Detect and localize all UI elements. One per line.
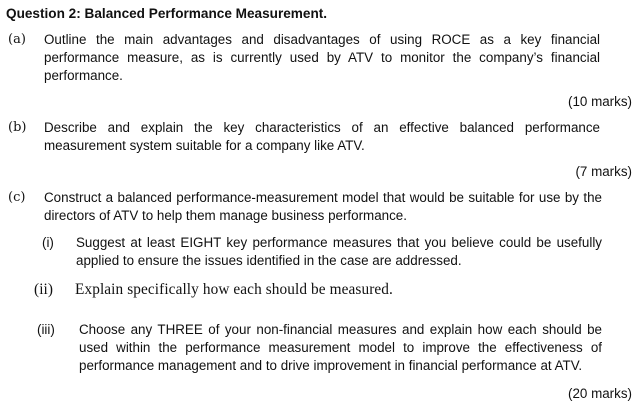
subpart-iii-label: (iii) bbox=[37, 322, 55, 337]
part-b-text: Describe and explain the key characteristics of an effective balanced performance measurement system suitable for a company like ATV. bbox=[44, 120, 600, 153]
subpart-ii-text: Explain specifically how each should be measured. bbox=[75, 281, 393, 298]
subpart-i-text: Suggest at least EIGHT key performance measures that you believe could be usefully applied to ensure the issues identified in the case are addressed. bbox=[76, 235, 602, 268]
part-b-label: (b) bbox=[8, 120, 27, 135]
part-c-text: Construct a balanced performance-measurement model that would be suitable for use by the directors of ATV to help them manage business performance. bbox=[44, 190, 602, 223]
part-c-label: (c) bbox=[8, 190, 26, 205]
subpart-i-label: (i) bbox=[42, 235, 54, 250]
subpart-ii-label: (ii) bbox=[34, 281, 54, 298]
part-a-text: Outline the main advantages and disadvantages of using ROCE as a key financial performance measure, as is currently used by ATV to monitor the company’s financial performance. bbox=[44, 32, 600, 83]
question-title: Question 2: Balanced Performance Measurement. bbox=[6, 6, 328, 21]
part-b-marks: (7 marks) bbox=[575, 164, 632, 179]
part-c-marks: (20 marks) bbox=[568, 386, 632, 401]
subpart-iii-text: Choose any THREE of your non-financial measures and explain how each should be used within the performance measurement model to improve the effectiveness of performance management and to drive improvement in financial performance at ATV. bbox=[79, 322, 602, 373]
part-a-label: (a) bbox=[8, 32, 26, 47]
part-a-marks: (10 marks) bbox=[568, 94, 632, 109]
